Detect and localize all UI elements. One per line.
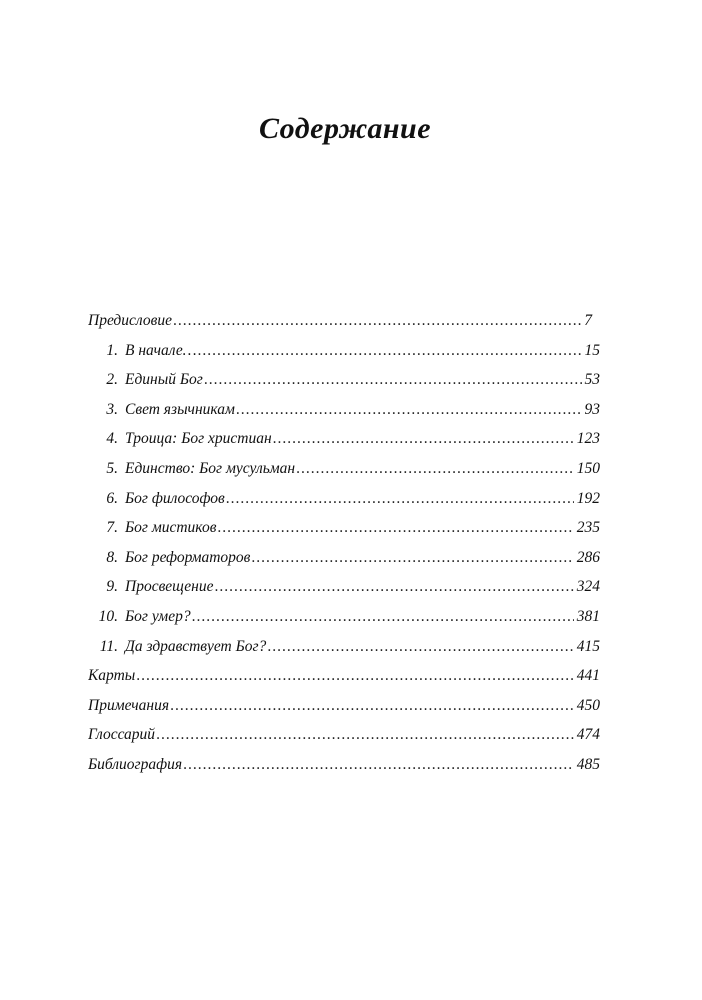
toc-entry-page: 53 — [584, 371, 600, 389]
toc-entry-chapter-6[interactable] — [88, 490, 600, 520]
toc-entry-page: 381 — [576, 607, 600, 625]
toc-entry-page: 485 — [576, 755, 600, 773]
toc-dot-leader — [273, 430, 574, 448]
toc-dot-leader — [170, 697, 574, 715]
toc-entry-page: 7 — [584, 312, 592, 329]
toc-dot-leader — [236, 401, 582, 419]
toc-entry-page: 286 — [576, 548, 600, 566]
toc-entry-chapter-10[interactable] — [88, 608, 600, 638]
toc-entry-label: Библиография — [88, 755, 183, 773]
toc-entry-maps[interactable] — [88, 667, 600, 697]
toc-entry-preface[interactable] — [88, 312, 600, 342]
toc-entry-label: Свет язычникам — [125, 400, 235, 418]
toc-chapter-number: 1. — [106, 341, 118, 359]
page-title — [0, 112, 702, 146]
toc-entry-label: Да здравствует Бог? — [125, 637, 267, 655]
toc-entry-chapter-9[interactable] — [88, 578, 600, 608]
toc-entry-label: Предисловие — [88, 312, 172, 329]
toc-entry-chapter-11[interactable] — [88, 638, 600, 668]
toc-chapter-number: 7. — [106, 519, 118, 537]
toc-dot-leader — [198, 342, 582, 360]
toc-entry-chapter-2[interactable] — [88, 371, 600, 401]
toc-entry-chapter-5[interactable] — [88, 460, 600, 490]
toc-entry-page: 123 — [576, 430, 600, 448]
toc-entry-chapter-8[interactable] — [88, 549, 600, 579]
toc-entry-notes[interactable] — [88, 697, 600, 727]
toc-dot-leader — [183, 756, 574, 774]
toc-chapter-number: 11. — [99, 637, 118, 655]
toc-chapter-number: 8. — [106, 548, 118, 566]
toc-entry-label: Бог реформаторов — [125, 548, 251, 566]
toc-entry-chapter-3[interactable] — [88, 401, 600, 431]
toc-entry-page: 474 — [576, 726, 600, 744]
toc-entry-page: 441 — [576, 667, 600, 685]
toc-entry-label: Бог мистиков — [125, 519, 217, 537]
toc-entry-label: Примечания — [88, 696, 170, 714]
toc-chapter-number: 3. — [106, 400, 118, 418]
toc-entry-label: В начале… — [125, 341, 197, 359]
toc-entry-glossary[interactable] — [88, 726, 600, 756]
table-of-contents — [88, 312, 600, 786]
toc-dot-leader — [192, 608, 574, 626]
toc-chapter-number: 4. — [106, 430, 118, 448]
toc-dot-leader — [251, 549, 573, 567]
toc-dot-leader — [296, 460, 574, 478]
toc-entry-label: Единство: Бог мусульман — [125, 459, 296, 477]
toc-dot-leader — [226, 490, 574, 508]
toc-entry-label: Просвещение — [125, 578, 214, 596]
page-title-text: Содержание — [258, 112, 432, 146]
toc-entry-page: 324 — [576, 578, 600, 596]
toc-entry-label: Бог философов — [125, 489, 225, 507]
toc-chapter-number: 9. — [106, 578, 118, 596]
toc-dot-leader — [156, 726, 574, 744]
toc-dot-leader — [267, 638, 573, 656]
toc-entry-label: Троица: Бог христиан — [125, 430, 272, 448]
toc-dot-leader — [173, 312, 581, 330]
toc-chapter-number: 5. — [106, 459, 118, 477]
toc-dot-leader — [214, 578, 573, 596]
toc-entry-page: 450 — [576, 696, 600, 714]
toc-entry-page: 15 — [584, 341, 600, 359]
toc-entry-label: Бог умер? — [125, 607, 191, 625]
toc-chapter-number: 2. — [106, 371, 118, 389]
toc-entry-page: 415 — [576, 637, 600, 655]
toc-entry-chapter-4[interactable] — [88, 430, 600, 460]
toc-chapter-number: 6. — [106, 489, 118, 507]
toc-entry-chapter-1[interactable] — [88, 342, 600, 372]
toc-entry-chapter-7[interactable] — [88, 519, 600, 549]
toc-entry-label: Карты — [88, 667, 136, 685]
toc-dot-leader — [217, 519, 573, 537]
toc-entry-label: Глоссарий — [88, 726, 156, 744]
toc-entry-page: 235 — [576, 519, 600, 537]
toc-entry-page: 150 — [576, 459, 600, 477]
toc-entry-page: 93 — [584, 400, 600, 418]
toc-dot-leader — [204, 371, 582, 389]
toc-entry-bibliography[interactable] — [88, 756, 600, 786]
toc-chapter-number: 10. — [98, 607, 118, 625]
toc-entry-page: 192 — [576, 489, 600, 507]
toc-dot-leader — [136, 667, 573, 685]
toc-entry-label: Единый Бог — [125, 371, 203, 389]
